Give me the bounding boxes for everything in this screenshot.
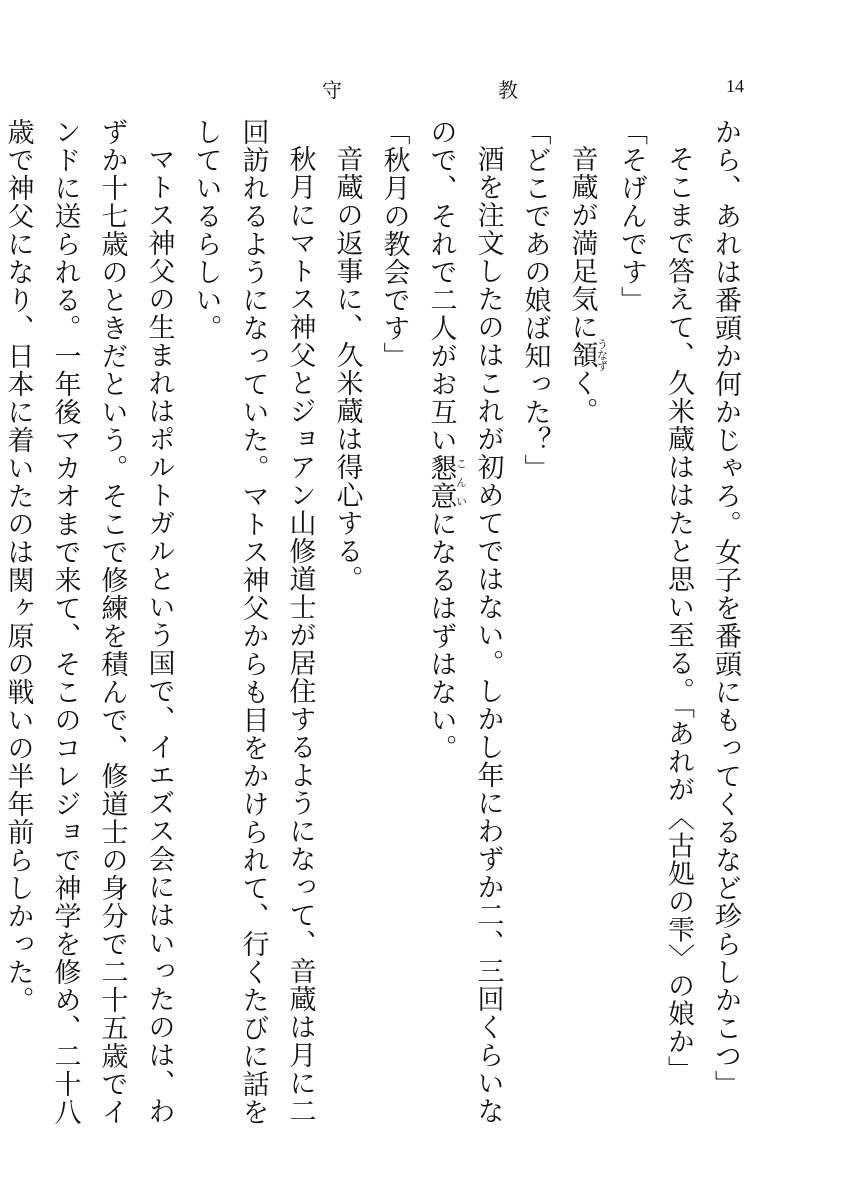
header-char-1: 守 (322, 78, 342, 102)
paragraph-text: 秋月にマトス神父とジョアン山修道士が居住するようになって、音蔵は月に二回訪れるようになっていた。マトス神父からも目をかけられて、行くたびに話をしているらしい。 (190, 118, 316, 1126)
paragraph-text: 「そげんです」 (616, 118, 647, 314)
paragraph (183, 118, 324, 1138)
paragraph (324, 118, 371, 1138)
paragraph (655, 118, 702, 1138)
body-text (2, 118, 749, 1138)
paragraph-text: マトス神父の生まれはポルトガルという国で、イエズス会にはいったのは、わずか十七歳のときだという。そこで修練を積んで、修道士の身分で二十五歳でインドに送られる。一年後マカオまで来て、そこのコレジョで神学を修め、二十八歳で神父になり、日本に着いたのは関ヶ原の戦いの半年前らしかった。 (2, 118, 175, 1126)
paragraph (608, 118, 655, 1138)
paragraph-text: そこまで答えて、久米蔵ははたと思い至る。「あれが〈古処の雫〉の娘か」 (663, 145, 694, 1084)
running-header (320, 74, 520, 103)
paragraph-text: 「どこであの娘ば知った？」 (519, 118, 551, 482)
paragraph (371, 118, 418, 1138)
paragraph: 酒を注文したのはこれが初めてではない。しかし年にわずか二、三回くらいなので、それで二人がお互い懇意こんいになるはずはない。 (425, 118, 504, 1125)
header-char-2: 教 (498, 78, 518, 102)
ruby-annotation: 懇意こんい (425, 454, 468, 510)
paragraph: 音蔵が満足気に頷うなずく。 (566, 145, 609, 425)
page-number: 14 (726, 76, 744, 96)
paragraph (702, 118, 749, 1138)
ruby-reading: こんい (454, 454, 468, 510)
paragraph-text: 酒を注文したのはこれが初めてではない。しかし年にわずか二、三回くらいなので、それで二人がお互い (425, 118, 504, 1125)
paragraph-text: から、あれは番頭か何かじゃろ。女子を番頭にもってくるなど珍らしかこつ」 (710, 118, 741, 1098)
paragraph-text: 「秋月の教会です」 (378, 118, 410, 370)
paragraph-text: 音蔵の返事に、久米蔵は得心する。 (331, 145, 363, 593)
ruby-reading: うなず (595, 338, 609, 372)
paragraph (0, 118, 183, 1138)
paragraph-text: 音蔵が満足気に (566, 145, 598, 341)
ruby-annotation: 頷うなず (566, 338, 609, 372)
paragraph (512, 118, 559, 1138)
